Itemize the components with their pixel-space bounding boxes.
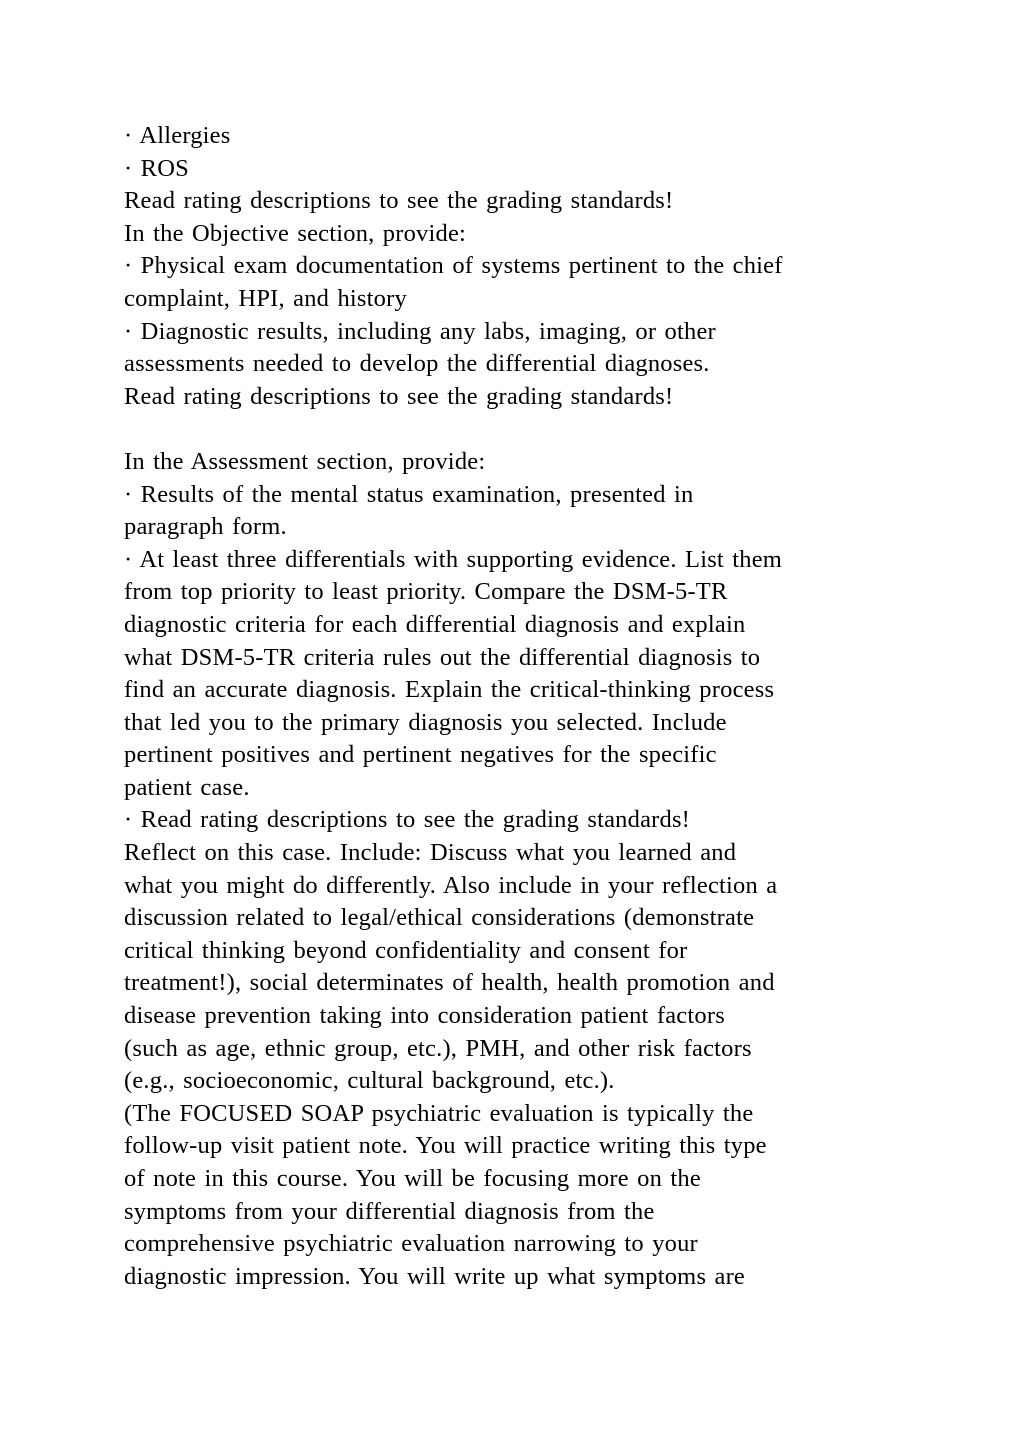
text-line: symptoms from your differential diagnosis from the xyxy=(124,1197,655,1225)
text-line: · Diagnostic results, including any labs, imaging, or other xyxy=(124,317,716,345)
text-line: complaint, HPI, and history xyxy=(124,284,407,312)
text-line: · ROS xyxy=(124,154,189,182)
text-line: diagnostic impression. You will write up what symptoms are xyxy=(124,1262,746,1290)
text-line: · At least three differentials with supporting evidence. List them xyxy=(124,545,783,573)
text-line: paragraph form. xyxy=(124,513,287,541)
document-page xyxy=(124,120,1004,1293)
blank-line xyxy=(124,413,1004,446)
text-line: Reflect on this case. Include: Discuss what you learned and xyxy=(124,839,737,867)
text-line: discussion related to legal/ethical considerations (demonstrate xyxy=(124,904,755,932)
text-line: that led you to the primary diagnosis you selected. Include xyxy=(124,708,727,736)
text-line: what you might do differently. Also include in your reflection a xyxy=(124,871,778,899)
text-line: disease prevention taking into consideration patient factors xyxy=(124,1002,725,1030)
text-line: of note in this course. You will be focusing more on the xyxy=(124,1165,701,1192)
text-line: what DSM-5-TR criteria rules out the differential diagnosis to xyxy=(124,643,761,671)
text-line: (e.g., socioeconomic, cultural background, etc.). xyxy=(124,1067,615,1095)
text-line: In the Objective section, provide: xyxy=(124,219,467,247)
text-line: · Results of the mental status examination, presented in xyxy=(124,480,694,508)
text-line: · Read rating descriptions to see the grading standards! xyxy=(124,806,691,834)
text-line: · Physical exam documentation of systems pertinent to the chief xyxy=(124,252,783,280)
text-line: comprehensive psychiatric evaluation narrowing to your xyxy=(124,1230,698,1258)
text-line: critical thinking beyond confidentiality and consent for xyxy=(124,936,688,964)
text-line: diagnostic criteria for each differential diagnosis and explain xyxy=(124,610,746,638)
text-line: from top priority to least priority. Compare the DSM-5-TR xyxy=(124,578,728,606)
text-line: · Allergies xyxy=(124,122,231,149)
text-line: In the Assessment section, provide: xyxy=(124,447,486,475)
text-line: patient case. xyxy=(124,773,250,801)
text-line: pertinent positives and pertinent negatives for the specific xyxy=(124,741,717,769)
text-line: follow-up visit patient note. You will practice writing this type xyxy=(124,1132,767,1160)
text-line: treatment!), social determinates of health, health promotion and xyxy=(124,969,775,997)
text-line: Read rating descriptions to see the grading standards! xyxy=(124,382,674,410)
text-line: assessments needed to develop the differential diagnoses. xyxy=(124,350,710,378)
text-line: find an accurate diagnosis. Explain the critical-thinking process xyxy=(124,676,775,704)
text-line: Read rating descriptions to see the grading standards! xyxy=(124,187,674,215)
text-line: (such as age, ethnic group, etc.), PMH, and other risk factors xyxy=(124,1034,752,1062)
text-line: (The FOCUSED SOAP psychiatric evaluation is typically the xyxy=(124,1099,754,1127)
